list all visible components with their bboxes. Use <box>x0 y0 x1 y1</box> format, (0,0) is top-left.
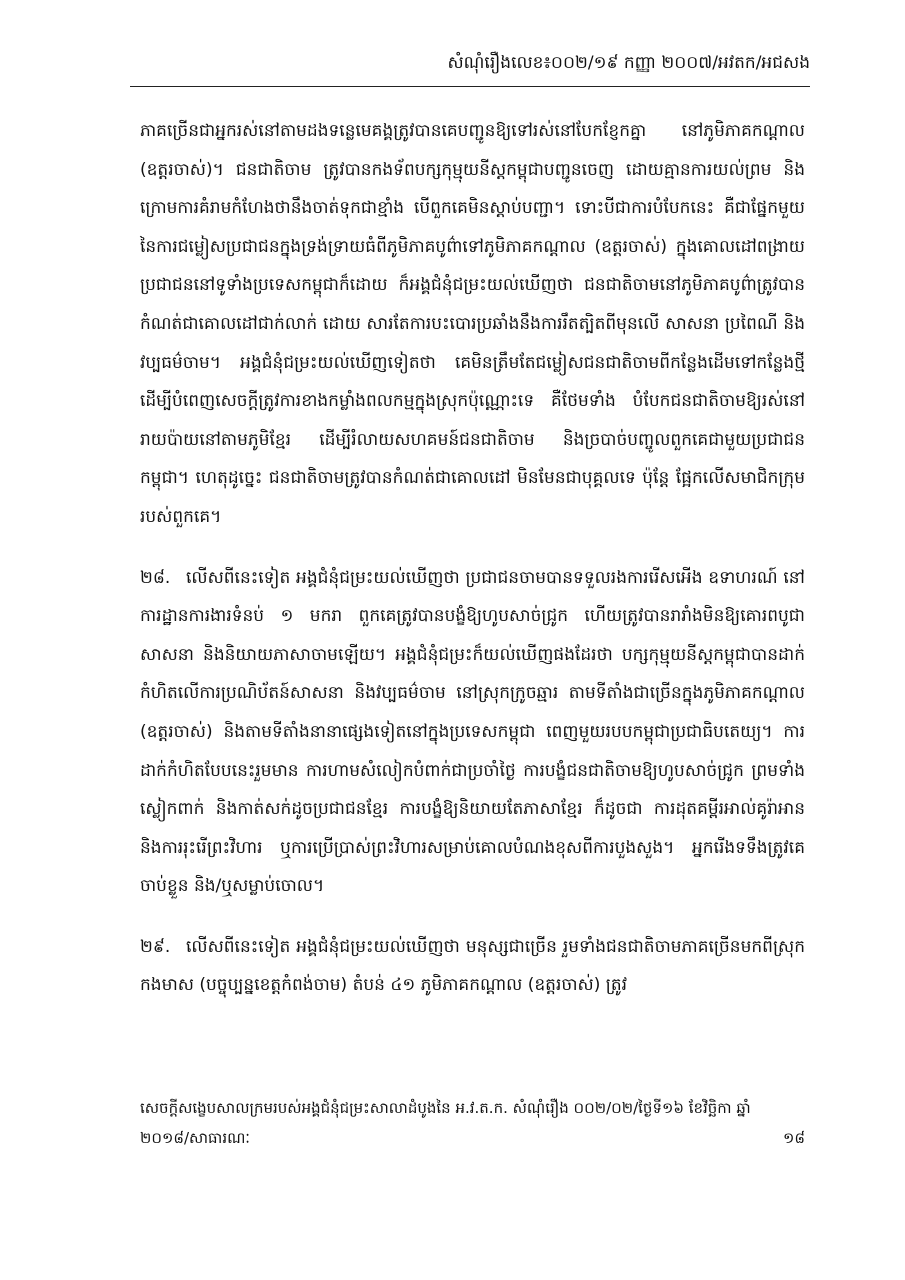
paragraph-text: លើសពីនេះទៀត អង្គជំនុំជម្រះយល់ឃើញថា ប្រជាជនចាមបានទទួលរងការរើសអើង ឧទាហរណ៍ នៅការដ្ឋានការងារទំនប់ ១ មករា ពួកគេត្រូវបានបង្ខំឱ្យហូបសាច់ជ្រូក ហើយត្រូវបានរារាំងមិនឱ្យគោរពបូជាសាសនា និងនិយាយភាសាចាមឡើយ។ អង្គជំនុំជម្រះក៏យល់ឃើញផងដែរថា បក្សកុម្មុយនីស្តកម្ពុជាបានដាក់កំហិតលើការប្រណិប័តន៍សាសនា និងវប្បធម៌ចាម នៅស្រុកក្រូចឆ្មារ តាមទីតាំងជាច្រើនក្នុងភូមិភាគកណ្តាល (ឧត្តរចាស់) និងតាមទីតាំងនានាផ្សេងទៀតនៅក្នុងប្រទេសកម្ពុជា ពេញមួយរបបកម្ពុជាប្រជាធិបតេយ្យ។ ការដាក់កំហិតបែបនេះរួមមាន ការហាមសំលៀកបំពាក់ជាប្រចាំថ្ងៃ ការបង្ខំជនជាតិចាមឱ្យហូបសាច់ជ្រូក ព្រមទាំងស្លៀកពាក់ និងកាត់សក់ដូចប្រជាជនខ្មែរ ការបង្ខំឱ្យនិយាយតែភាសាខ្មែរ ក៏ដូចជា ការដុតគម្ពីរអាល់គូរ៉ាអាន និងការរុះរើព្រះវិហារ ឬការប្រើប្រាស់ព្រះវិហារសម្រាប់គោលបំណងខុសពីការបួងសួង។ អ្នករើងទទឹងត្រូវគេចាប់ខ្លួន និង/ឬសម្លាប់ចោល។ <box>140 567 805 897</box>
footer-classification: ២០១៨/សាធារណៈ <box>140 1129 250 1147</box>
footer-line-1: សេចក្តីសង្ខេបសាលក្រមរបស់អង្គជំនុំជម្រះសាលាដំបូងនៃ អ.វ.ត.ក. សំណុំរឿង ០០២/០២/ថ្ងៃទី១៦ ខែវិច្ឆិកា ឆ្នាំ <box>140 1099 751 1117</box>
paragraph-number: ២៩. <box>140 936 171 957</box>
paragraph-text: លើសពីនេះទៀត អង្គជំនុំជម្រះយល់ឃើញថា មនុស្សជាច្រើន រួមទាំងជនជាតិចាមភាគច្រើនមកពីស្រុកកងមាស (បច្ចុប្បន្នខេត្តកំពង់ចាម) តំបន់ ៤១ ភូមិភាគកណ្តាល (ឧត្តរចាស់) ត្រូវ <box>140 936 805 996</box>
page-header <box>130 52 810 77</box>
case-reference: សំណុំរឿងលេខ៖០០២/១៩ កញ្ញា ២០០៧/អវតក/អជសង <box>447 53 810 73</box>
document-body <box>140 112 805 1027</box>
page-number: ១៨ <box>783 1129 805 1147</box>
page-footer <box>140 1093 805 1153</box>
paragraph-28 <box>140 559 805 906</box>
paragraph-continuation <box>140 112 805 537</box>
footer-line-2 <box>140 1123 805 1153</box>
paragraph-29 <box>140 928 805 1005</box>
paragraph-number: ២៨. <box>140 567 171 588</box>
paragraph-text: ភាគច្រើនជាអ្នករស់នៅតាមដងទន្លេមេគង្គត្រូវបានគេបញ្ជូនឱ្យទៅរស់នៅបែកខ្ញែកគ្នា នៅភូមិភាគកណ្តាល (ឧត្តរចាស់)។ ជនជាតិចាម ត្រូវបានកងទ័ពបក្សកុម្មុយនីស្តកម្ពុជាបញ្ជូនចេញ ដោយគ្មានការយល់ព្រម និងក្រោមការគំរាមកំហែងថានឹងចាត់ទុកជាខ្មាំង បើពួកគេមិនស្តាប់បញ្ជា។ ទោះបីជាការបំបែកនេះ គឺជាផ្នែកមួយនៃការជម្លៀសប្រជាជនក្នុងទ្រង់ទ្រាយធំពីភូមិភាគបូព៌ាទៅភូមិភាគកណ្តាល (ឧត្តរចាស់) ក្នុងគោលដៅពង្រាយប្រជាជននៅទូទាំងប្រទេសកម្ពុជាក៏ដោយ ក៏អង្គជំនុំជម្រះយល់ឃើញថា ជនជាតិចាមនៅភូមិភាគបូព៌ាត្រូវបានកំណត់ជាគោលដៅជាក់លាក់ ដោយ សារតែការបះបោរប្រឆាំងនឹងការរឹតត្បិតពីមុនលើ សាសនា ប្រពៃណី និងវប្បធម៌ចាម។ អង្គជំនុំជម្រះយល់ឃើញទៀតថា គេមិនត្រឹមតែជម្លៀសជនជាតិចាមពីកន្លែងដើមទៅកន្លែងថ្មីដើម្បីបំពេញសេចក្តីត្រូវការខាងកម្លាំងពលកម្មក្នុងស្រុកប៉ុណ្ណោះទេ គឺថែមទាំង បំបែកជនជាតិចាមឱ្យរស់នៅរាយប៉ាយនៅតាមភូមិខ្មែរ ដើម្បីរំលាយសហគមន៍ជនជាតិចាម និងច្របាច់បញ្ចូលពួកគេជាមួយប្រជាជនកម្ពុជា។ ហេតុដូច្នេះ ជនជាតិចាមត្រូវបានកំណត់ជាគោលដៅ មិនមែនជាបុគ្គលទេ ប៉ុន្តែ ផ្អែកលើសមាជិកក្រុមរបស់ពួកគេ។ <box>140 121 805 527</box>
header-rule <box>130 86 810 87</box>
